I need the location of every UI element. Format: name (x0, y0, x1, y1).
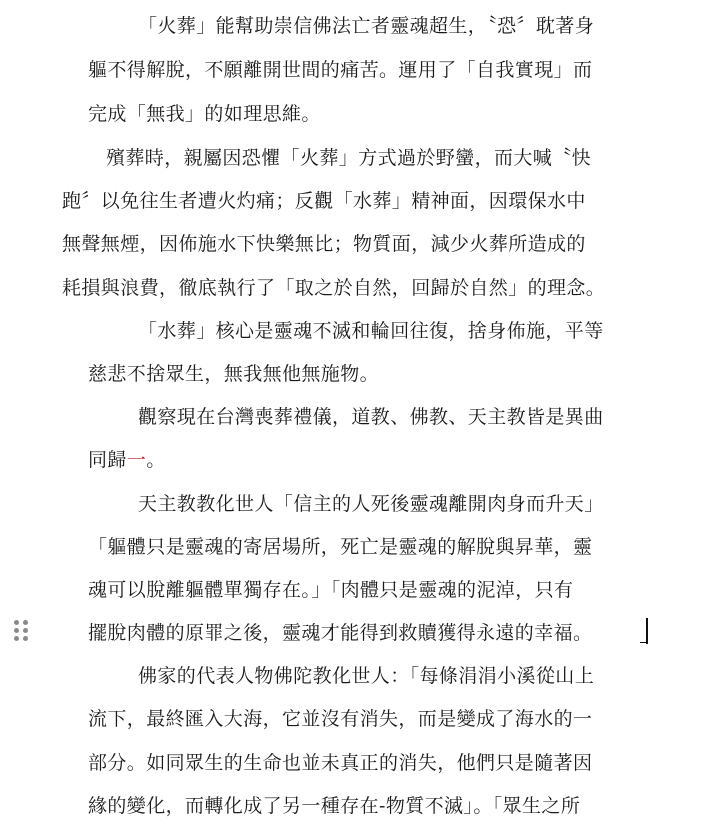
paragraph-6-line-4: 緣的變化，而轉化成了另一種存在-物質不滅」。「眾生之所 (88, 795, 581, 817)
paragraph-5-line-4: 擺脫肉體的原罪之後，靈魂才能得到救贖獲得永遠的幸福。 (88, 622, 593, 644)
paragraph-6-line-3: 部分。如同眾生的生命也並未真正的消失，他們只是隨著因 (88, 752, 593, 774)
paragraph-1-line-2: 軀不得解脫，不願離開世間的痛苦。運用了「自我實現」而 (88, 59, 593, 81)
paragraph-4-line-1: 觀察現在台灣喪葬禮儀，道教、佛教、天主教皆是異曲 (138, 406, 604, 428)
drag-dot (14, 620, 19, 625)
paragraph-2-line-4: 耗損與浪費，徹底執行了「取之於自然，回歸於自然」的理念。 (62, 277, 606, 299)
text-cursor-baseline (640, 642, 647, 643)
drag-dot (23, 620, 28, 625)
paragraph-3-line-2: 慈悲不捨眾生，無我無他無施物。 (88, 363, 380, 385)
paragraph-1-line-3: 完成「無我」的如理思維。 (88, 103, 321, 125)
paragraph-2-line-1: 殯葬時，親屬因恐懼「火葬」方式過於野蠻，而大喊〝快 (106, 147, 592, 169)
paragraph-5-line-3: 魂可以脫離軀體單獨存在。」「肉體只是靈魂的泥淖，只有 (88, 579, 574, 601)
paragraph-2-line-3: 無聲無煙，因佈施水下快樂無比；物質面，減少火葬所造成的 (62, 233, 586, 255)
drag-dot (23, 628, 28, 633)
paragraph-5-line-2: 「軀體只是靈魂的寄居場所，死亡是靈魂的解脫與昇華，靈 (88, 536, 593, 558)
paragraph-4-line-2 (88, 448, 166, 472)
paragraph-3-line-1: 「水葬」核心是靈魂不滅和輪回往復，捨身佈施，平等 (138, 320, 604, 342)
paragraph-6-line-1: 佛家的代表人物佛陀教化世人：「每條涓涓小溪從山上 (138, 665, 595, 687)
revision-marked-text[interactable]: 一 (126, 449, 147, 471)
drag-dot (14, 636, 19, 641)
paragraph-6-line-2: 流下，最終匯入大海，它並沒有消失，而是變成了海水的一 (88, 708, 593, 730)
paragraph-5-line-1: 天主教教化世人「信主的人死後靈魂離開肉身而升天」 (138, 493, 604, 515)
drag-dot (14, 628, 19, 633)
text-cursor (646, 618, 648, 644)
paragraph-4-tail: 。 (146, 449, 166, 471)
drag-handle-icon[interactable] (14, 620, 30, 642)
paragraph-2-line-2: 跑〞以免往生者遭火灼痛；反觀「水葬」精神面，因環保水中 (62, 190, 586, 212)
drag-dot (23, 636, 28, 641)
paragraph-4-line-2-text: 同歸 (88, 449, 127, 471)
paragraph-1-line-1: 「火葬」能幫助崇信佛法亡者靈魂超生，〝恐〞耽著身 (138, 15, 595, 37)
